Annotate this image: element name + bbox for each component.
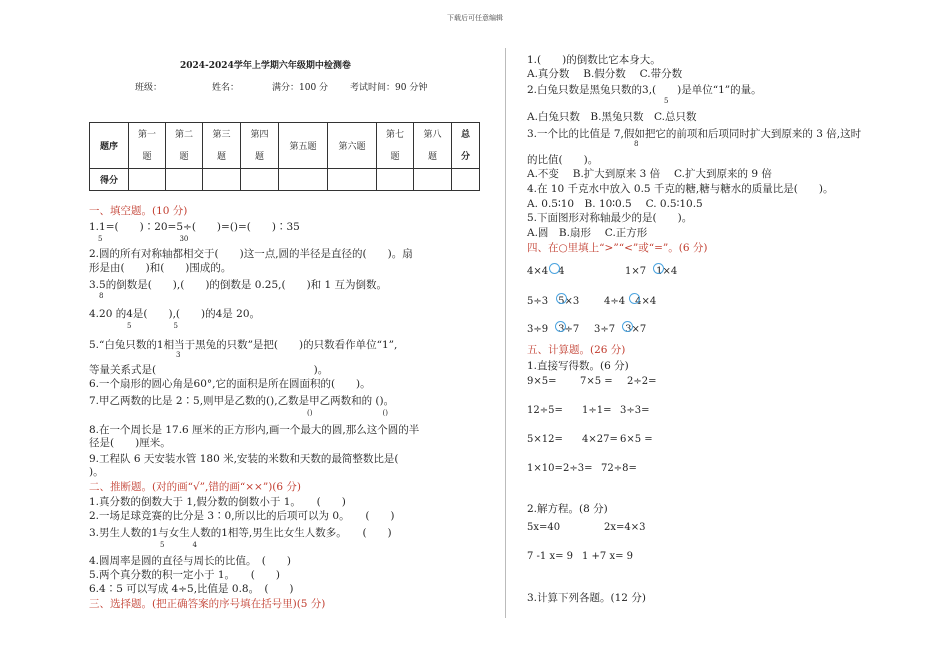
calc-item: 6×5 = [620, 434, 653, 445]
question-5-line1: 5.“白兔只数的1相当于黑兔的只数”是把( )的只数看作单位“1”, [89, 339, 398, 351]
question-3: 3.5的倒数是( ),( )的倒数是 0.25,( )和 1 互为倒数。 [89, 279, 388, 291]
compare-item[interactable]: 3÷7 3×7 [594, 324, 647, 335]
section-true-false: 二、推断题。(对的画“√”,错的画“××”)(6 分) [89, 481, 301, 493]
judge-5: 5.两个真分数的积一定小于 1。 ( ) [89, 569, 280, 581]
score-table-header: 第八题 [414, 123, 452, 169]
score-cell[interactable] [279, 169, 328, 191]
calc-item: 4×27= [582, 434, 618, 445]
question-9-line2: )。 [89, 466, 104, 478]
question-2-line1: 2.圆的所有对称轴都相交于( )这一点,圆的半径是直径的( )。扇 [89, 248, 413, 260]
compare-item[interactable]: 4×4 4 [527, 266, 565, 277]
question-7: 7.甲乙两数的比是 2∶5,则甲是乙数的(),乙数是甲乙两数和的 ()。 [89, 395, 395, 407]
compare-item[interactable]: 3÷9 3÷7 [527, 324, 580, 335]
question-1: 1.1=( )∶20=5÷( )=()=( )∶35 [89, 221, 300, 233]
judge-3-denominators: 5 4 [160, 541, 197, 549]
score-table-header: 总分 [452, 123, 480, 169]
exam-time-label: 考试时间：90 分钟 [350, 83, 428, 93]
download-note: 下载后可任意编辑 [447, 14, 503, 22]
choice-4: 4.在 10 千克水中放入 0.5 千克的糖,糖与糖水的质量比是( )。 [527, 183, 834, 195]
choice-5-options: A.圆 B.扇形 C.正方形 [527, 227, 648, 239]
question-4: 4.20 的4是( ),( )的4是 20。 [89, 308, 260, 320]
equation: 5x=40 [527, 522, 561, 533]
judge-3: 3.男生人数的1与女生人数的1相等,男生比女生人数多。 ( ) [89, 527, 392, 539]
compare-circle[interactable] [556, 293, 567, 304]
choice-3-options: A.不变 B.扩大到原来 3 倍 C.扩大到原来的 9 倍 [527, 168, 772, 180]
score-cell[interactable] [452, 169, 480, 191]
section-fill-blank: 一、填空题。(10 分) [89, 205, 188, 217]
name-label: 姓名： [212, 83, 240, 93]
choice-3-line2: 的比值( )。 [527, 154, 599, 166]
calc-item: 12÷5= [527, 405, 563, 416]
calc-part-1: 1.直接写得数。(6 分) [527, 360, 629, 372]
question-4-denominators: 5 5 [127, 322, 178, 330]
calc-item: 1÷1= [582, 405, 612, 416]
calc-item: 2÷3= [563, 463, 593, 474]
choice-4-options: A. 0.5∶10 B. 10∶0.5 C. 0.5∶10.5 [527, 198, 703, 210]
calc-item: 5×12= [527, 434, 563, 445]
score-cell[interactable] [129, 169, 166, 191]
section-multiple-choice: 三、选择题。(把正确答案的序号填在括号里)(5 分) [89, 598, 326, 610]
compare-item[interactable]: 1×7 1×4 [625, 266, 678, 277]
score-table-header: 题序 [90, 123, 129, 169]
calc-item: 3÷3= [620, 405, 650, 416]
compare-circle[interactable] [653, 263, 664, 274]
choice-1-options: A.真分数 B.假分数 C.带分数 [527, 68, 683, 80]
score-cell[interactable] [166, 169, 203, 191]
question-6: 6.一个扇形的圆心角是60°,它的面积是所在圆面积的( )。 [89, 378, 371, 390]
score-table-header: 第三题 [203, 123, 241, 169]
score-cell[interactable] [414, 169, 452, 191]
question-8-line1: 8.在一个周长是 17.6 厘米的正方形内,画一个最大的圆,那么这个圆的半 [89, 424, 420, 436]
calc-part-2: 2.解方程。(8 分) [527, 503, 608, 515]
judge-1: 1.真分数的倒数大于 1,假分数的倒数小于 1。 ( ) [89, 496, 346, 508]
compare-circle[interactable] [549, 263, 560, 274]
column-divider [505, 48, 506, 618]
question-1-denominators: 5 30 [98, 235, 189, 243]
calc-item: 72÷8= [601, 463, 637, 474]
full-score-label: 满分：100 分 [272, 83, 329, 93]
equation: 1 +7 x= 9 [582, 551, 634, 562]
equation: 7 -1 x= 9 [527, 551, 574, 562]
compare-circle[interactable] [629, 293, 640, 304]
score-table-header: 第六题 [328, 123, 377, 169]
section-compare: 四、在○里填上“>”“<”或“=”。(6 分) [527, 242, 708, 254]
choice-2-options: A.白兔只数 B.黑兔只数 C.总只数 [527, 111, 697, 123]
calc-part-3: 3.计算下列各题。(12 分) [527, 592, 646, 604]
question-8-line2: 径是( )厘米。 [89, 437, 171, 449]
score-table-header: 第五题 [279, 123, 328, 169]
question-3-denominator: 8 [99, 292, 104, 300]
compare-circle[interactable] [555, 321, 566, 332]
score-cell[interactable] [241, 169, 279, 191]
judge-4: 4.圆周率是圆的直径与周长的比值。 ( ) [89, 555, 291, 567]
score-table [89, 122, 480, 191]
judge-2: 2.一场足球竞赛的比分是 3∶0,所以比的后项可以为 0。 ( ) [89, 510, 395, 522]
equation: 2x=4×3 [604, 522, 646, 533]
section-calculation: 五、计算题。(26 分) [527, 344, 626, 356]
compare-item[interactable]: 5÷3 5×3 [527, 296, 580, 307]
choice-2-denominator: 5 [664, 97, 669, 105]
calc-item: 9×5= [527, 376, 557, 387]
question-5-denominator: 3 [176, 351, 181, 359]
question-2-line2: 形是由( )和( )围成的。 [89, 262, 232, 274]
score-table-header: 第四题 [241, 123, 279, 169]
score-table-header: 第七题 [377, 123, 414, 169]
class-label: 班级： [135, 83, 163, 93]
question-9-line1: 9.工程队 6 天安装水管 180 米,安装的米数和天数的最简整数比是( [89, 453, 399, 465]
score-table-header: 第一题 [129, 123, 166, 169]
score-cell[interactable] [377, 169, 414, 191]
choice-5: 5.下面图形对称轴最少的是( )。 [527, 212, 693, 224]
choice-3-line1: 3.一个比的比值是 7,假如把它的前项和后项同时扩大到原来的 3 倍,这时 [527, 128, 862, 140]
score-cell[interactable] [328, 169, 377, 191]
calc-item: 2÷2= [627, 376, 657, 387]
question-5-line2: 等量关系式是( )。 [89, 364, 329, 376]
choice-3-denominator: 8 [634, 140, 639, 148]
exam-title: 2024-2024学年上学期六年级期中检测卷 [180, 61, 351, 71]
choice-1: 1.( )的倒数比它本身大。 [527, 54, 661, 66]
judge-6: 6.4∶5 可以写成 4÷5,比值是 0.8。 ( ) [89, 583, 294, 595]
score-table-header: 第二题 [166, 123, 203, 169]
calc-item: 7×5 = [580, 376, 613, 387]
score-row-label: 得分 [90, 169, 129, 191]
compare-circle[interactable] [622, 321, 633, 332]
question-7-denominators: () () [307, 409, 388, 417]
score-cell[interactable] [203, 169, 241, 191]
calc-item: 1×10= [527, 463, 563, 474]
compare-item[interactable]: 4÷4 4×4 [604, 296, 657, 307]
choice-2: 2.白兔只数是黑兔只数的3,( )是单位“1”的量。 [527, 84, 762, 96]
